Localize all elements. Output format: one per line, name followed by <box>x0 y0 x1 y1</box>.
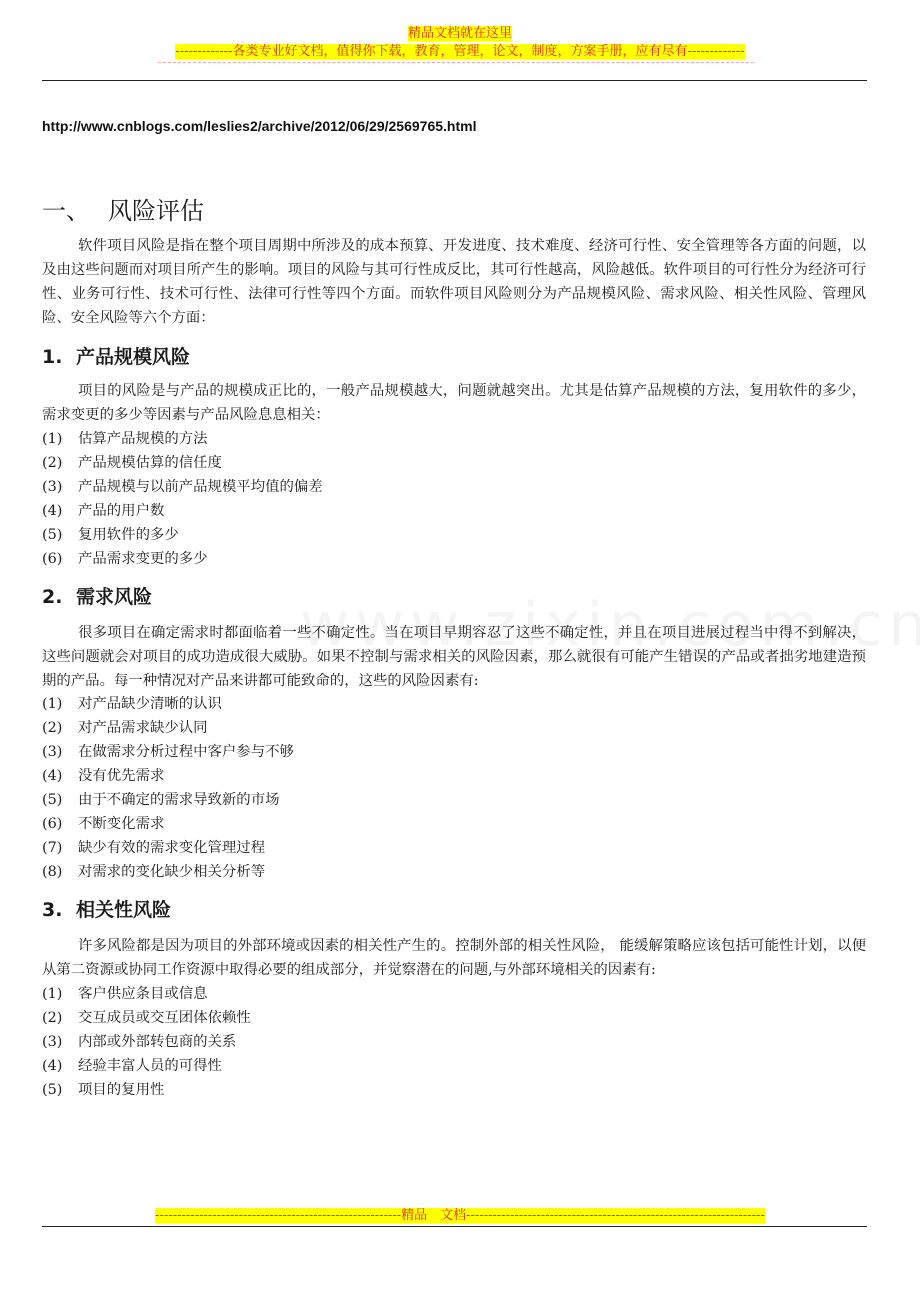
product-scale-paragraph: 项目的风险是与产品的规模成正比的，一般产品规模越大，问题就越突出。尤其是估算产品规模的方法，复用软件的多少，需求变更的多少等因素与产品风险息息相关： <box>42 383 866 423</box>
requirement-risk-list <box>42 692 294 884</box>
subheading-title: 相关性风险 <box>76 899 172 921</box>
list-item: (2) 产品规模估算的信任度 <box>42 455 222 471</box>
list-item: (5) 由于不确定的需求导致新的市场 <box>42 792 280 808</box>
header-dashed-line <box>158 62 754 71</box>
product-scale-list <box>42 427 323 571</box>
list-item: (4) 经验丰富人员的可得性 <box>42 1058 222 1074</box>
list-item: (6) 不断变化需求 <box>42 816 165 832</box>
header-banner: -------------各类专业好文档，值得你下载，教育，管理，论文，制度，方案手册，应有尽有------------- <box>175 44 745 59</box>
list-item: (3) 在做需求分析过程中客户参与不够 <box>42 744 294 760</box>
subheading-title: 需求风险 <box>76 586 153 608</box>
subheading-number: 3. <box>42 899 63 921</box>
list-item: (6) 产品需求变更的多少 <box>42 551 208 567</box>
list-item: (4) 没有优先需求 <box>42 768 165 784</box>
source-url[interactable]: http://www.cnblogs.com/leslies2/archive/2012/06/29/2569765.html <box>42 118 477 134</box>
list-item: (1) 对产品缺少清晰的认识 <box>42 696 222 712</box>
footer-rule <box>42 1226 867 1227</box>
section-number: 一、 <box>42 197 90 225</box>
subheading-product-scale-risk <box>42 344 190 370</box>
subheading-number: 1. <box>42 346 63 368</box>
list-item: (8) 对需求的变化缺少相关分析等 <box>42 864 266 880</box>
section-title: 风险评估 <box>108 197 204 225</box>
footer-banner: --------------------------------------------------------精品 文档-------------------------------------------------------------------- <box>155 1208 765 1223</box>
requirement-risk-paragraph: 很多项目在确定需求时都面临着一些不确定性。当在项目早期容忍了这些不确定性，并且在项目进展过程当中得不到解决，这些问题就会对项目的成功造成很大威胁。如果不控制与需求相关的风险因素，那么就很有可能产生错误的产品或者拙劣地建造预期的产品。每一种情况对产品来讲都可能致命的，这些的风险因素有: <box>42 625 866 689</box>
list-item: (2) 交互成员或交互团体依赖性 <box>42 1010 251 1026</box>
list-item: (4) 产品的用户数 <box>42 503 165 519</box>
list-item: (3) 产品规模与以前产品规模平均值的偏差 <box>42 479 323 495</box>
subheading-requirement-risk <box>42 584 152 610</box>
list-item: (5) 项目的复用性 <box>42 1082 165 1098</box>
subheading-title: 产品规模风险 <box>76 346 191 368</box>
subheading-dependency-risk <box>42 897 171 923</box>
dependency-risk-list <box>42 982 251 1102</box>
list-item: (1) 估算产品规模的方法 <box>42 431 208 447</box>
list-item: (1) 客户供应条目或信息 <box>42 986 208 1002</box>
list-item: (5) 复用软件的多少 <box>42 527 179 543</box>
section-heading-risk-assessment <box>42 194 204 228</box>
list-item: (7) 缺少有效的需求变化管理过程 <box>42 840 266 856</box>
list-item: (3) 内部或外部转包商的关系 <box>42 1034 237 1050</box>
list-item: (2) 对产品需求缺少认同 <box>42 720 208 736</box>
section-intro-paragraph: 软件项目风险是指在整个项目周期中所涉及的成本预算、开发进度、技术难度、经济可行性、安全管理等各方面的问题，以及由这些问题而对项目所产生的影响。项目的风险与其可行性成反比，其可行性越高，风险越低。软件项目的可行性分为经济可行性、业务可行性、技术可行性、法律可行性等四个方面。而软件项目风险则分为产品规模风险、需求风险、相关性风险、管理风险、安全风险等六个方面： <box>42 238 866 326</box>
header-title: 精品文档就在这里 <box>407 26 512 41</box>
dependency-risk-paragraph: 许多风险都是因为项目的外部环境或因素的相关性产生的。控制外部的相关性风险， 能缓解策略应该包括可能性计划，以便从第二资源或协同工作资源中取得必要的组成部分，并觉察潜在的问题,与外部环境相关的因素有: <box>42 938 866 978</box>
subheading-number: 2. <box>42 586 63 608</box>
header-rule <box>42 80 867 81</box>
